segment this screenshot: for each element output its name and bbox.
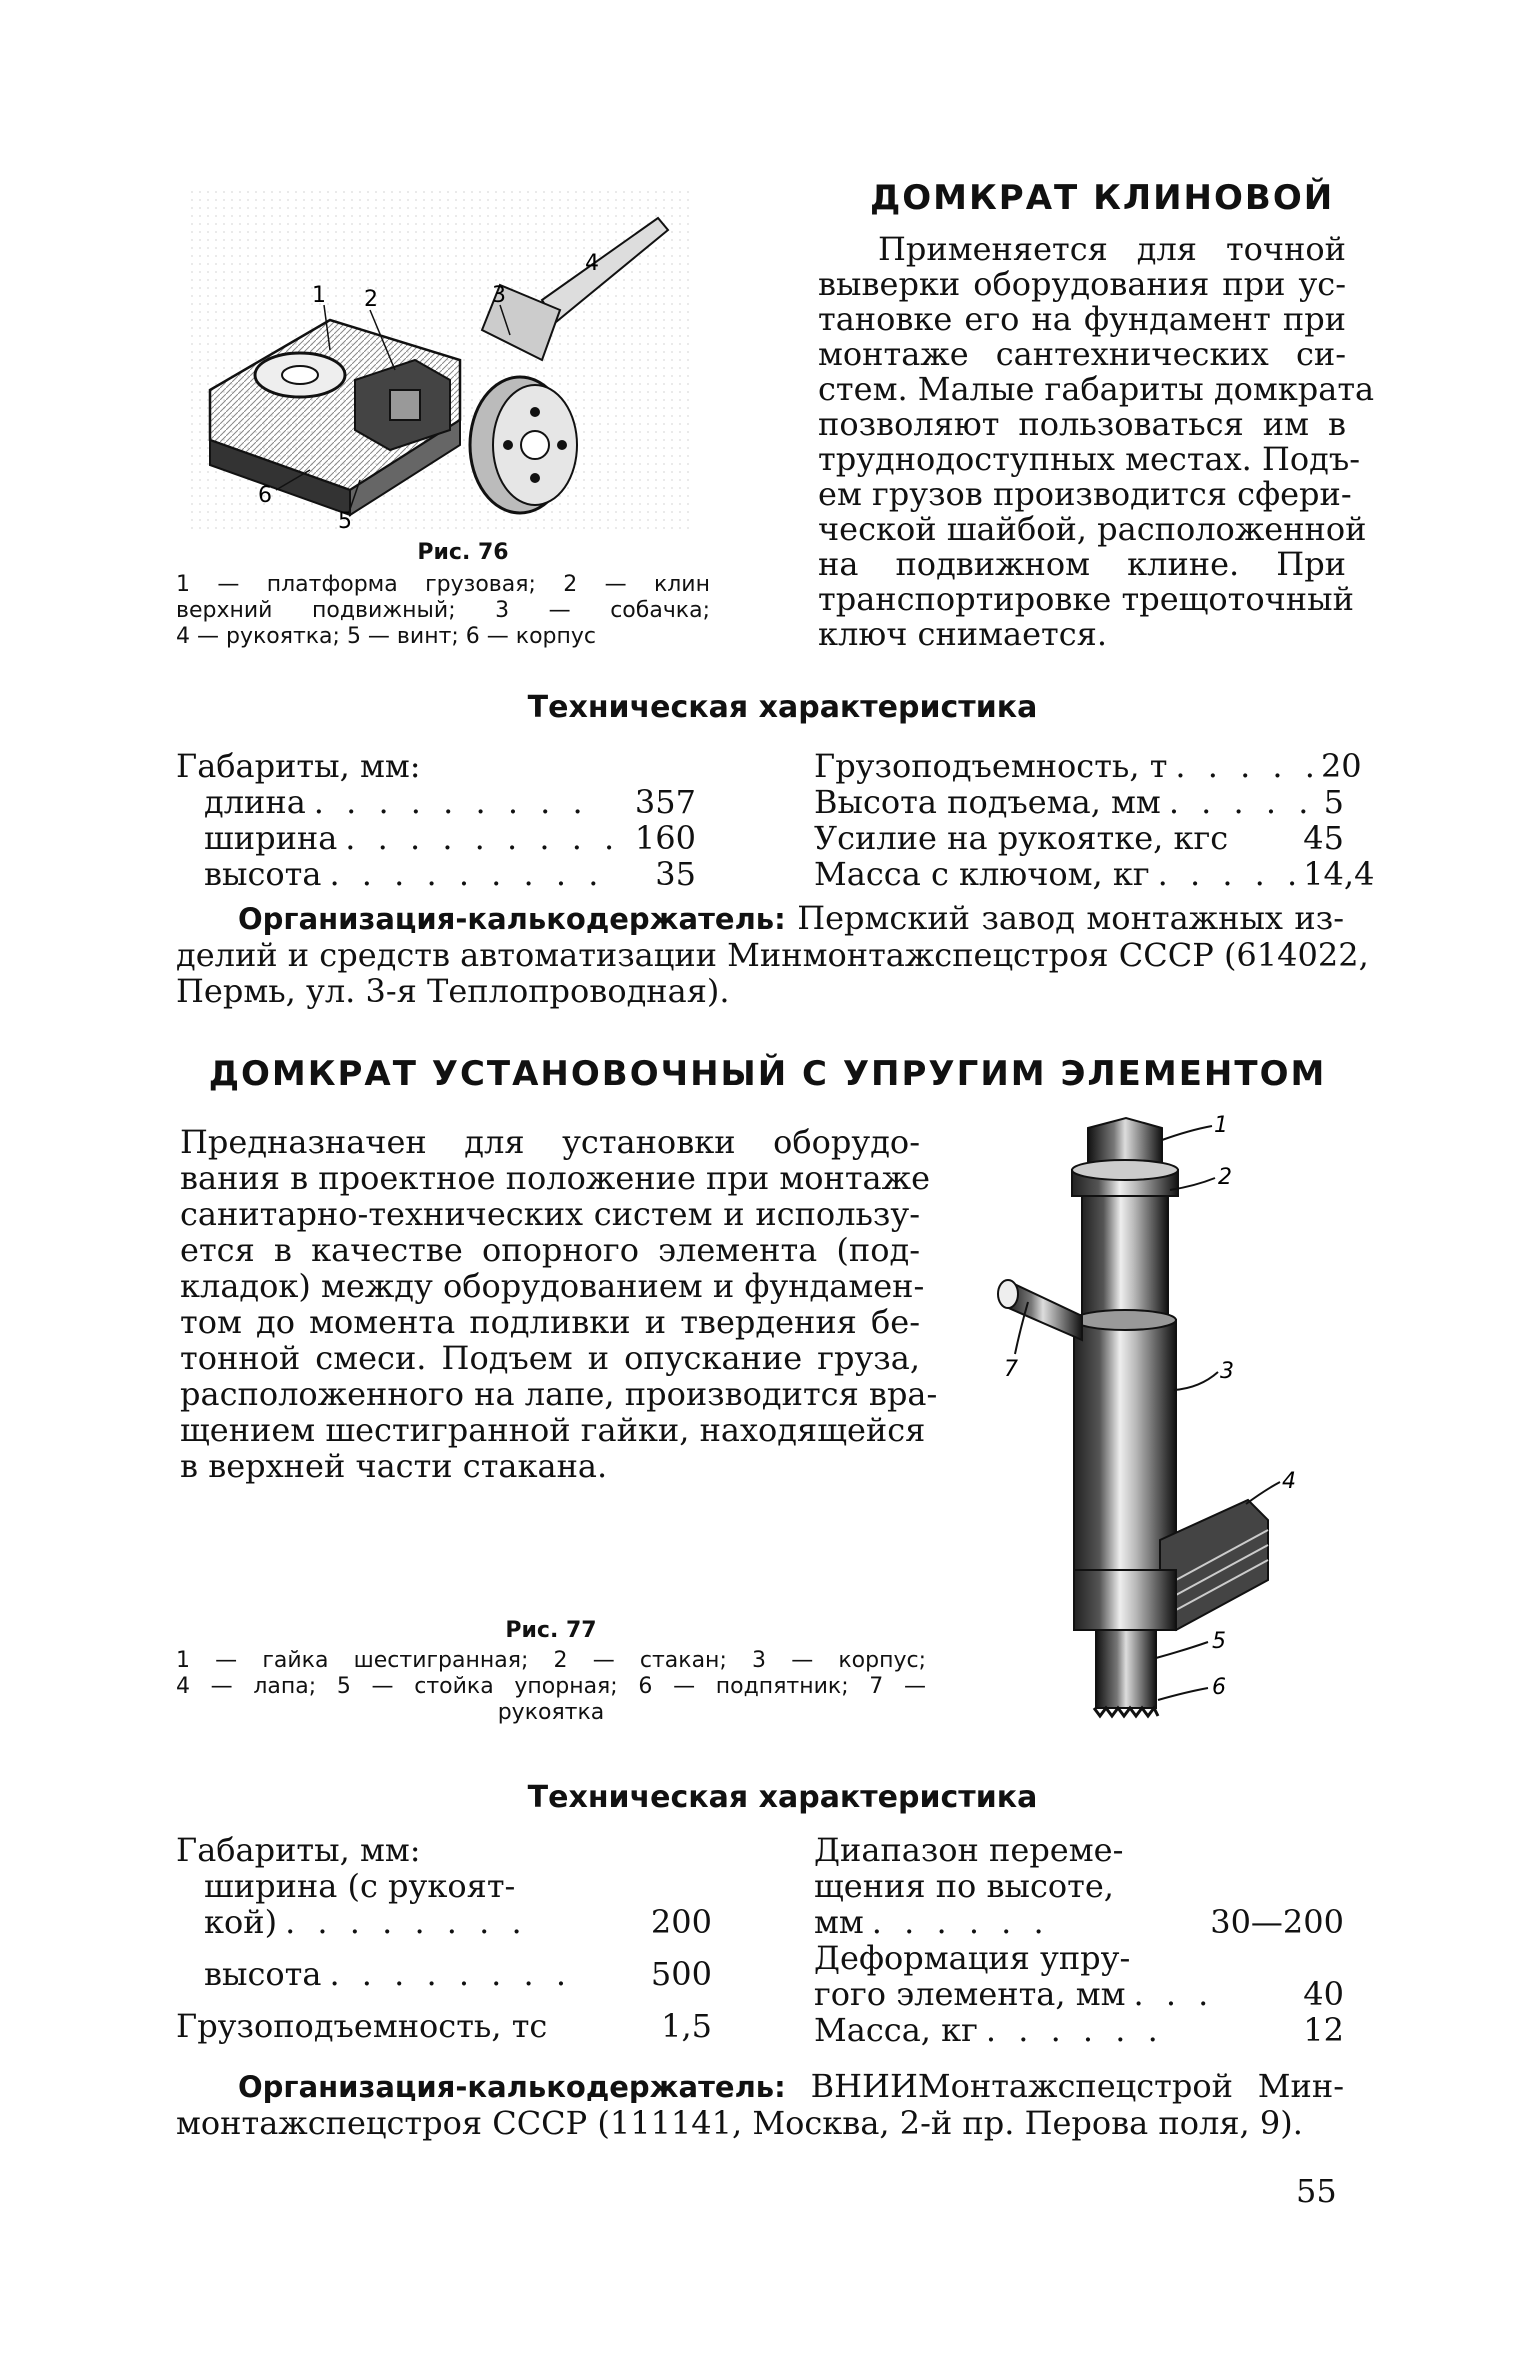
text-line: Применяется для точной — [878, 230, 1346, 268]
org-line: Пермь, ул. 3-я Теплопроводная). — [176, 972, 730, 1010]
text-line: транспортировке трещоточный — [818, 580, 1354, 618]
section2-organization — [176, 2068, 1344, 2141]
spec-value: 1,5 — [661, 2007, 712, 2045]
section2-description — [180, 1123, 938, 1485]
spec-row-capacity: Грузоподъемность, т . . . . . 20 — [814, 747, 1362, 785]
figure-76-label: Рис. 76 — [417, 540, 509, 565]
spec-row-capacity — [176, 2008, 712, 2044]
spec-header: Габариты, мм: — [176, 1831, 421, 1869]
text-line: ем грузов производится сфери- — [818, 475, 1352, 513]
spec-label: Масса с ключом, кг — [814, 855, 1150, 893]
org-text: Пермский завод монтажных из- — [797, 899, 1345, 937]
page-number: 55 — [1296, 2172, 1337, 2210]
callout-1: 1 — [1214, 1113, 1228, 1138]
org-line — [176, 2068, 1344, 2105]
spec-label: длина — [204, 783, 306, 821]
spec-row-length: длина . . . . . . . . . 357 — [204, 783, 696, 821]
spec-row-mass: Масса с ключом, кг . . . . . 14,4 — [814, 855, 1375, 893]
spec-label: мм — [814, 1903, 864, 1941]
text-line: тонной смеси. Подъем и опускание груза, — [180, 1339, 920, 1377]
callout-1: 1 — [312, 283, 326, 308]
callout-7: 7 — [1004, 1357, 1018, 1382]
org-line: монтажспецстроя СССР (111141, Москва, 2-й пр. Перова поля, 9). — [176, 2104, 1303, 2142]
figure-76-illustration — [190, 190, 690, 534]
spec-label: высота — [204, 855, 322, 893]
text-line: выверки оборудования при ус- — [818, 265, 1346, 303]
callout-5: 5 — [338, 509, 352, 534]
spec-value: 20 — [1320, 747, 1362, 785]
spec-label: высота — [204, 1955, 322, 1993]
spec-row-force — [814, 820, 1344, 856]
spec-row-width: ширина . . . . . . . . . 160 — [204, 819, 696, 857]
section1-spec-title: Техническая характеристика — [527, 690, 1038, 725]
spec-value: 5 — [1323, 783, 1344, 821]
caption-line: рукоятка — [497, 1700, 605, 1725]
spec-row-range: мм . . . . . . 30—200 — [814, 1903, 1344, 1941]
text-line: том до момента подливки и твердения бе- — [180, 1303, 920, 1341]
section2-spec-right — [814, 1832, 1344, 2048]
text-line: Предназначен для установки оборудо- — [180, 1123, 920, 1161]
spec-label: гого элемента, мм — [814, 1975, 1126, 2013]
spec-row-height: высота . . . . . . . . 500 — [204, 1955, 712, 1993]
caption-line: 1 — гайка шестигранная; 2 — стакан; 3 — корпус; — [176, 1648, 926, 1673]
text-line: позволяют пользоваться им в — [818, 405, 1346, 443]
text-line: тановке его на фундамент при — [818, 300, 1346, 338]
callout-3: 3 — [1220, 1359, 1234, 1384]
org-text: ВНИИМонтажспецстрой Мин- — [810, 2067, 1345, 2105]
spec-label: Грузоподъемность, тс — [176, 2007, 548, 2045]
text-line: расположенного на лапе, производится вра- — [180, 1375, 938, 1413]
callout-2: 2 — [364, 287, 378, 312]
org-line: делий и средств автоматизации Минмонтажспецстроя СССР (614022, — [176, 936, 1369, 974]
text-line: ется в качестве опорного элемента (под- — [180, 1231, 920, 1269]
spec-value: 35 — [655, 855, 696, 893]
text-line: стем. Малые габариты домкрата — [818, 370, 1375, 408]
spec-row-width: кой) . . . . . . . . 200 — [204, 1903, 712, 1941]
figure-77-caption — [176, 1618, 926, 1726]
callout-4: 4 — [1282, 1469, 1296, 1494]
spec-value: 40 — [1303, 1975, 1344, 2013]
org-label: Организация-калькодержатель: — [238, 902, 786, 936]
callout-6: 6 — [1212, 1675, 1226, 1700]
spec-label: Диапазон переме- — [814, 1831, 1124, 1869]
spec-value: 160 — [634, 819, 696, 857]
spec-label: Деформация упру- — [814, 1939, 1131, 1977]
text-line: на подвижном клине. При — [818, 545, 1346, 583]
spec-label: ширина (с рукоят- — [204, 1867, 516, 1905]
section1-title: ДОМКРАТ КЛИНОВОЙ — [870, 178, 1335, 218]
spec-label: Грузоподъемность, т — [814, 747, 1168, 785]
spec-value: 200 — [650, 1903, 712, 1941]
spec-value: 357 — [634, 783, 696, 821]
callout-5: 5 — [1212, 1629, 1226, 1654]
spec-header: Габариты, мм: — [176, 747, 421, 785]
caption-line: верхний подвижный; 3 — собачка; — [176, 598, 710, 623]
callout-2: 2 — [1218, 1165, 1232, 1190]
text-line: ключ снимается. — [818, 615, 1107, 653]
spec-row-mass: Масса, кг . . . . . . 12 — [814, 2011, 1344, 2049]
section1-description — [818, 230, 1375, 653]
spec-label: Масса, кг — [814, 2011, 978, 2049]
spec-label: Усилие на рукоятке, кгс — [814, 819, 1229, 857]
callout-6: 6 — [258, 483, 272, 508]
org-label: Организация-калькодержатель: — [238, 2070, 786, 2104]
text-line: щением шестигранной гайки, находящейся — [180, 1411, 926, 1449]
figure-76-caption — [176, 540, 710, 650]
spec-label: ширина — [204, 819, 338, 857]
text-line: санитарно-технических систем и использу- — [180, 1195, 920, 1233]
section1-spec-right — [814, 747, 1375, 893]
caption-line: 4 — лапа; 5 — стойка упорная; 6 — подпятник; 7 — — [176, 1674, 926, 1699]
spec-value: 30—200 — [1210, 1903, 1344, 1941]
section2-spec-left — [176, 1832, 712, 2044]
figure-77-illustration — [990, 1110, 1330, 1730]
spec-label: Высота подъема, мм — [814, 783, 1161, 821]
figure-77-label: Рис. 77 — [505, 1618, 597, 1643]
text-line: ческой шайбой, расположенной — [818, 510, 1367, 548]
spec-label: кой) — [204, 1903, 278, 1941]
spec-row-height: высота . . . . . . . . . 35 — [204, 855, 696, 893]
spec-value: 12 — [1303, 2011, 1344, 2049]
spec-value: 14,4 — [1303, 855, 1375, 893]
spec-label: щения по высоте, — [814, 1867, 1114, 1905]
text-line: вания в проектное положение при монтаже — [180, 1159, 930, 1197]
section2-title: ДОМКРАТ УСТАНОВОЧНЫЙ С УПРУГИМ ЭЛЕМЕНТОМ — [208, 1054, 1327, 1094]
callout-4: 4 — [585, 251, 599, 276]
spec-value: 500 — [650, 1955, 712, 1993]
spec-row-deformation: гого элемента, мм . . . 40 — [814, 1975, 1344, 2013]
text-line: труднодоступных местах. Подъ- — [818, 440, 1361, 478]
spec-value: 45 — [1303, 819, 1344, 857]
caption-line: 4 — рукоятка; 5 — винт; 6 — корпус — [176, 624, 596, 649]
section2-spec-title: Техническая характеристика — [527, 1780, 1038, 1815]
spec-row-lift-height: Высота подъема, мм . . . . . 5 — [814, 783, 1344, 821]
caption-line: 1 — платформа грузовая; 2 — клин — [176, 572, 710, 597]
text-line: в верхней части стакана. — [180, 1447, 608, 1485]
org-line — [176, 900, 1344, 937]
text-line: монтаже сантехнических си- — [818, 335, 1346, 373]
section1-organization — [176, 899, 1369, 1010]
section1-spec-left — [176, 748, 696, 892]
text-line: кладок) между оборудованием и фундамен- — [180, 1267, 925, 1305]
callout-3: 3 — [492, 283, 506, 308]
